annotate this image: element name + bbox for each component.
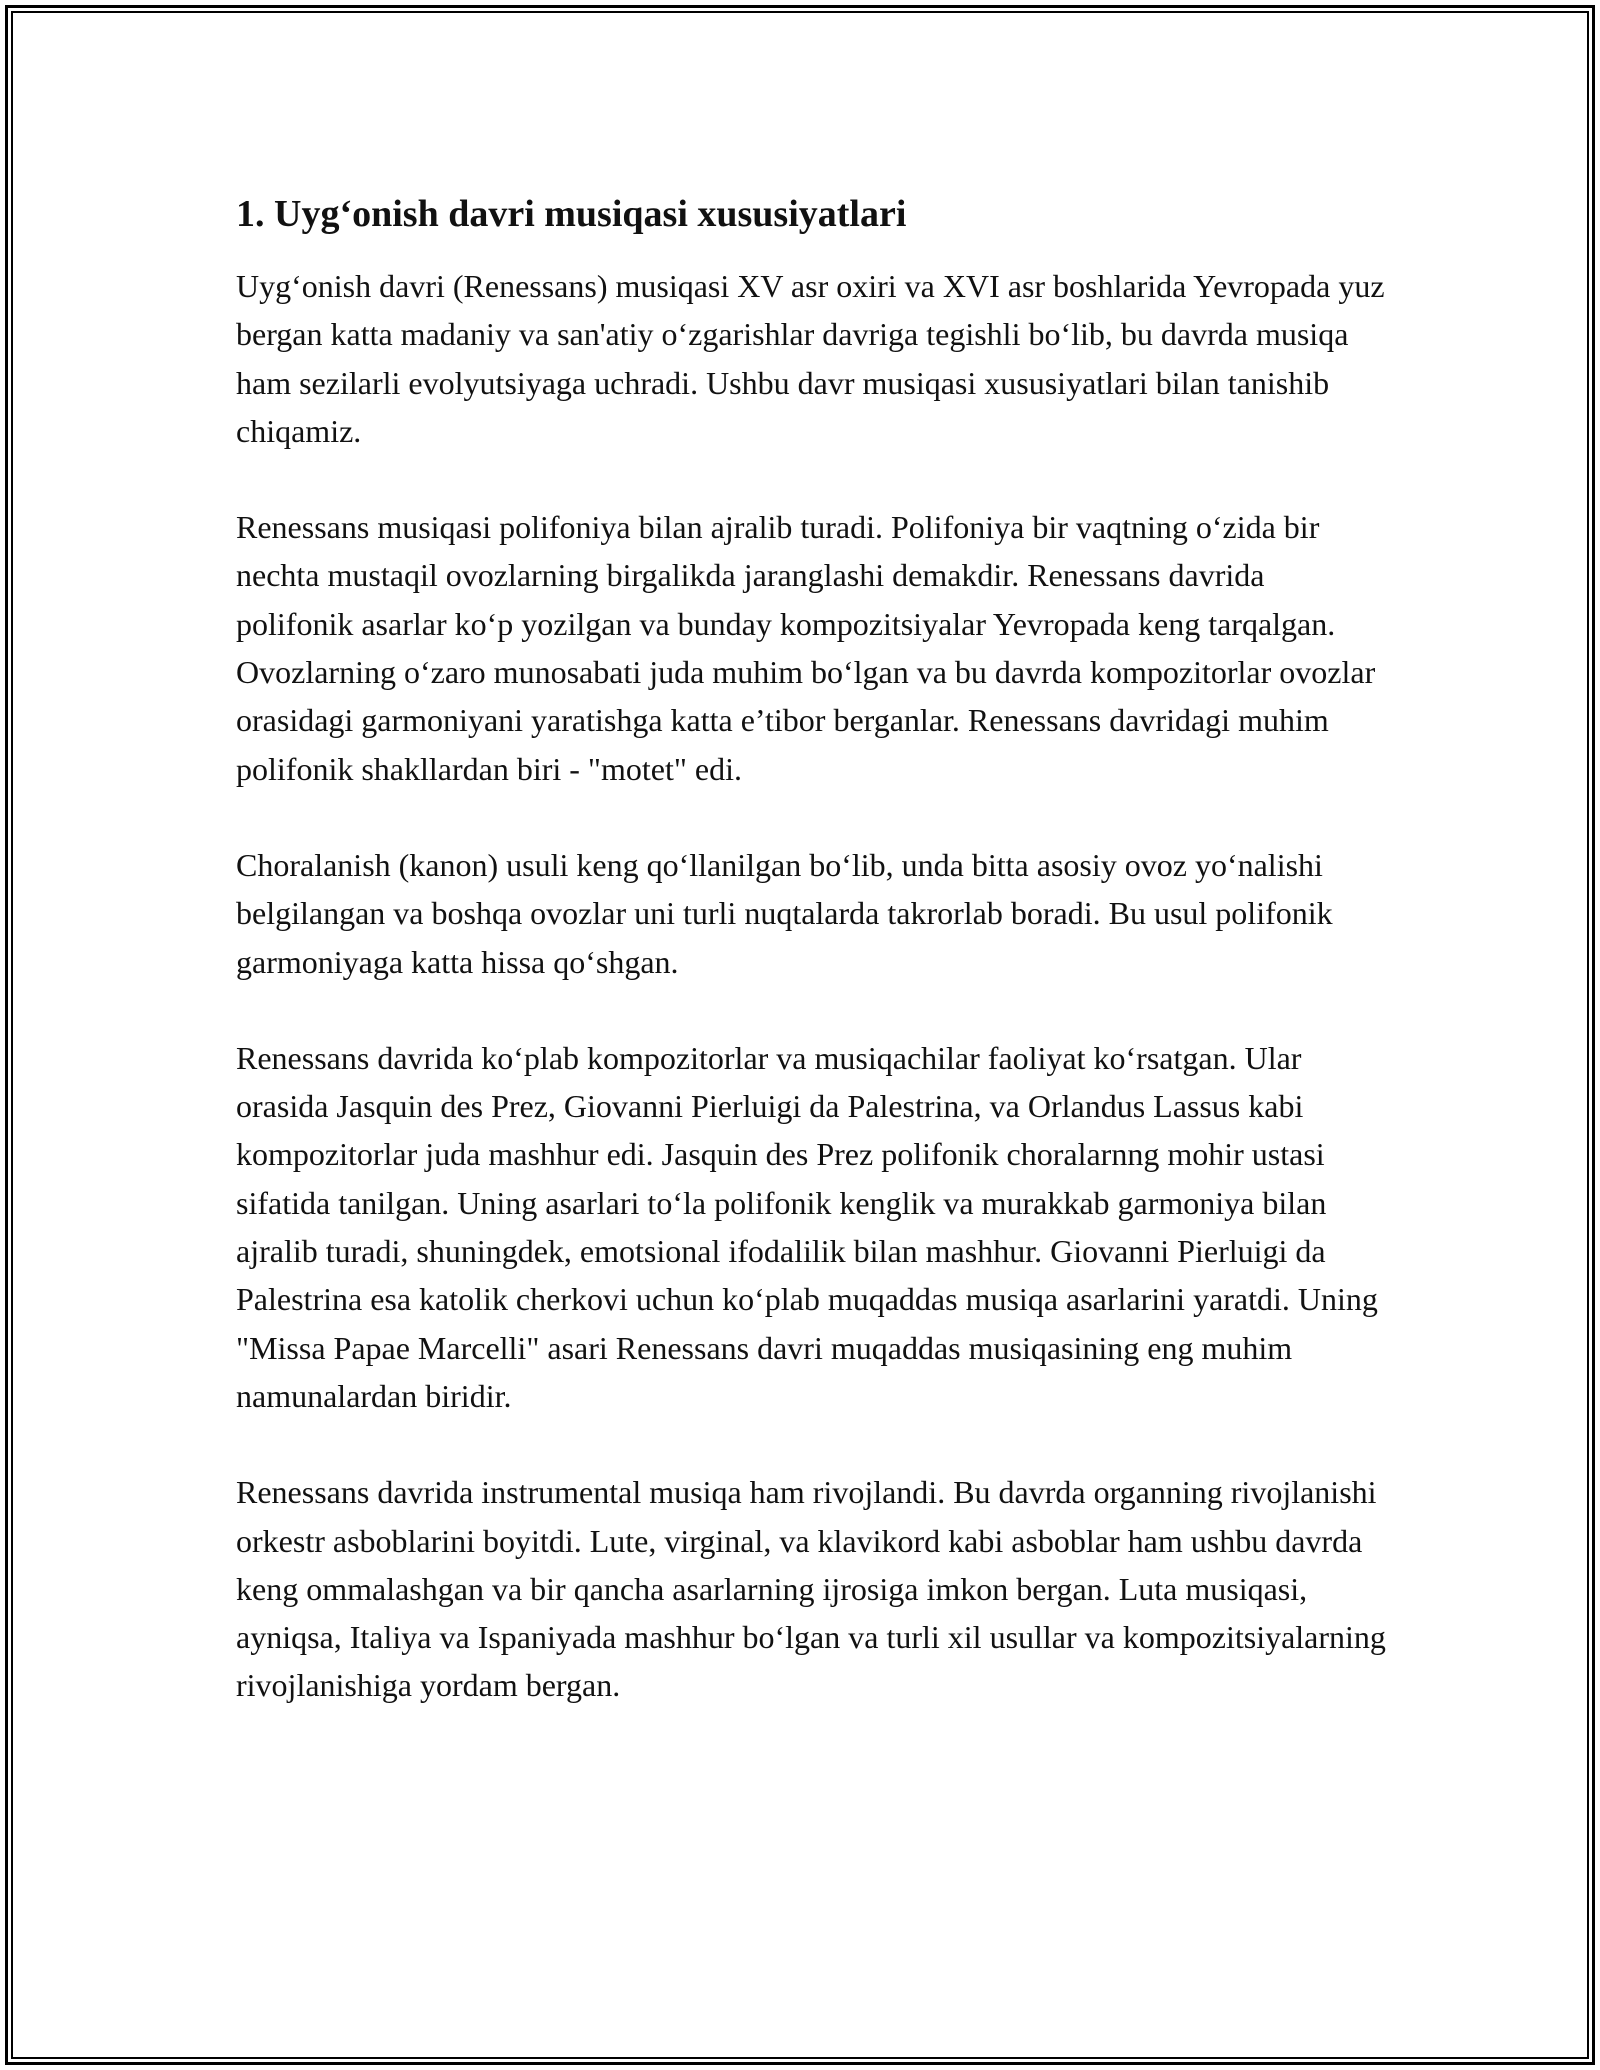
paragraph-composers: Renessans davrida ko‘plab kompozitorlar va musiqachilar faoliyat ko‘rsatgan. Ular orasida Jasquin des Prez, Giovanni Pierluigi da Palestrina, va Orlandus Lassus kabi kompozitorlar juda mashhur edi. Jasquin des Prez polifonik choralarnng mohir ustasi sifatida tanilgan. Uning asarlari to‘la polifonik kenglik va murakkab garmoniya bilan ajralib turadi, shuningdek, emotsional ifodalilik bilan mashhur. Giovanni Pierluigi da Palestrina esa katolik cherkovi uchun ko‘plab muqaddas musiqa asarlarini yaratdi. Uning "Missa Papae Marcelli" asari Renessans davri muqaddas musiqasining eng muhim namunalardan biridir. [236,1039,1378,1414]
paragraph-intro: Uyg‘onish davri (Renessans) musiqasi XV asr oxiri va XVI asr boshlarida Yevropada yuz bergan katta madaniy va san'atiy o‘zgarishlar davriga tegishli bo‘lib, bu davrda musiqa ham sezilarli evolyutsiyaga uchradi. Ushbu davr musiqasi xususiyatlari bilan tanishib chiqamiz. [236,268,1385,449]
document-body [236,186,1386,1758]
paragraph-polyphony: Renessans musiqasi polifoniya bilan ajralib turadi. Polifoniya bir vaqtning o‘zida bir nechta mustaqil ovozlarning birgalikda jaranglashi demakdir. Renessans davrida polifonik asarlar ko‘p yozilgan va bunday kompozitsiyalar Yevropada keng tarqalgan. Ovozlarning o‘zaro munosabati juda muhim bo‘lgan va bu davrda kompozitorlar ovozlar orasidagi garmoniyani yaratishga katta e’tibor berganlar. Renessans davridagi muhim polifonik shakllardan biri - "motet" edi. [236,509,1376,787]
paragraph-canon: Choralanish (kanon) usuli keng qo‘llanilgan bo‘lib, unda bitta asosiy ovoz yo‘nalishi belgilangan va boshqa ovozlar uni turli nuqtalarda takrorlab boradi. Bu usul polifonik garmoniyaga katta hissa qo‘shgan. [236,846,1333,980]
paragraph-instrumental: Renessans davrida instrumental musiqa ham rivojlandi. Bu davrda organning rivojlanishi orkestr asboblarini boyitdi. Lute, virginal, va klavikord kabi asboblar ham ushbu davrda keng ommalashgan va bir qancha asarlarning ijrosiga imkon bergan. Luta musiqasi, ayniqsa, Italiya va Ispaniyada mashhur bo‘lgan va turli xil usullar va kompozitsiyalarning rivojlanishiga yordam bergan. [236,1474,1386,1704]
section-title: 1. Uyg‘onish davri musiqasi xususiyatlari [236,193,907,235]
